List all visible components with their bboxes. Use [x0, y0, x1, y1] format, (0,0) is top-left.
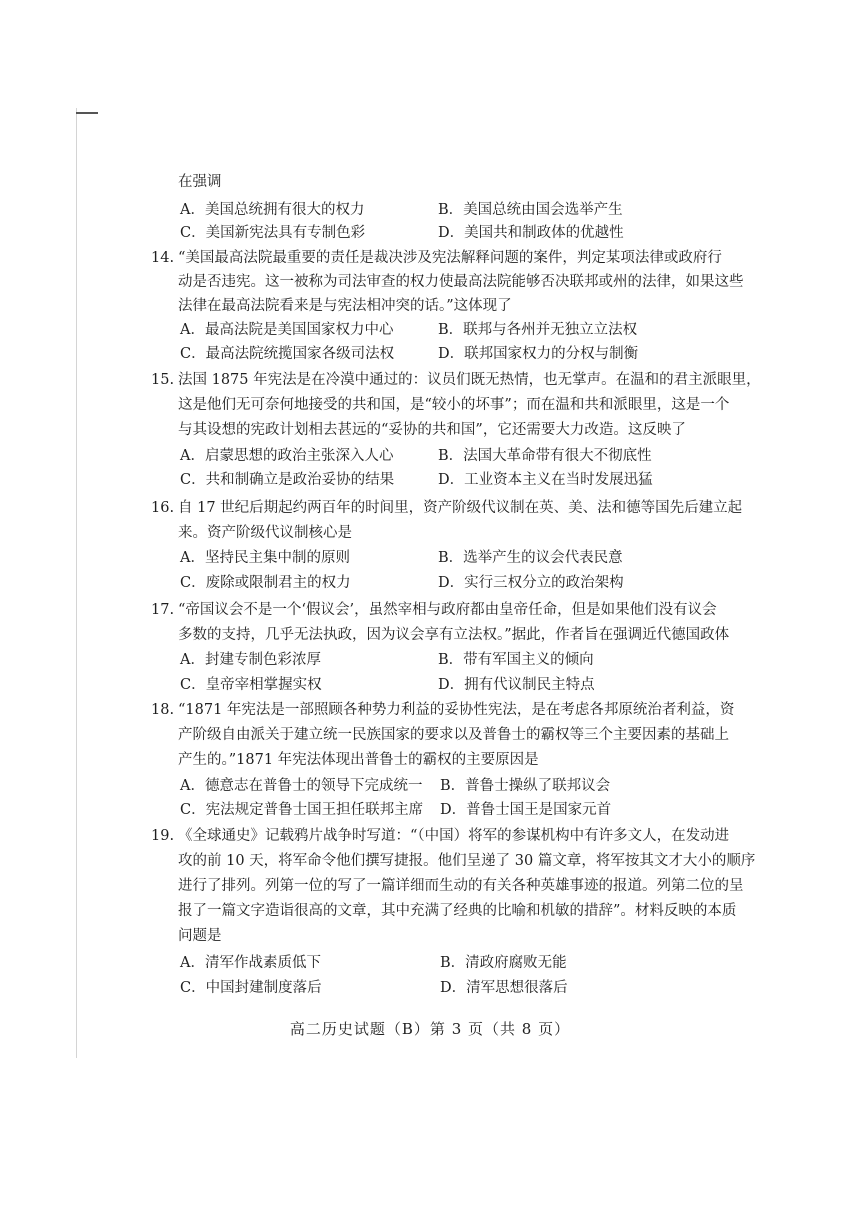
q16-option-d: D．实行三权分立的政治架构	[438, 575, 624, 591]
q15-stem-line: 与其设想的宪政计划相去甚远的“妥协的共和国”，它还需要大力改造。这反映了	[178, 422, 686, 438]
q19-stem-line: 问题是	[178, 928, 222, 944]
q17-stem-line: “帝国议会不是一个‘假议会’，虽然宰相与政府都由皇帝任命，但是如果他们没有议会	[178, 602, 717, 618]
q13-option-c: C．美国新宪法具有专制色彩	[180, 225, 366, 241]
q18-option-d: D．普鲁士国王是国家元首	[440, 802, 612, 818]
q18-option-a: A．德意志在普鲁士的领导下完成统一	[180, 778, 423, 794]
q17-option-a: A．封建专制色彩浓厚	[180, 652, 321, 668]
q15-option-c: C．共和制确立是政治妥协的结果	[180, 472, 395, 488]
q16-option-b: B．选举产生的议会代表民意	[438, 550, 623, 566]
q14-option-b: B．联邦与各州并无独立立法权	[438, 322, 638, 338]
q17-number: 17.	[151, 602, 175, 618]
q18-stem-line: 产阶级自由派关于建立统一民族国家的要求以及普鲁士的霸权等三个主要因素的基础上	[178, 727, 729, 743]
q15-stem-line: 这是他们无可奈何地接受的共和国，是“较小的坏事”；而在温和共和派眼里，这是一个	[178, 397, 730, 413]
q18-stem-line: 产生的。”1871 年宪法体现出普鲁士的霸权的主要原因是	[178, 752, 539, 768]
q15-stem-line: 法国 1875 年宪法是在冷漠中通过的：议员们既无热情，也无掌声。在温和的君主派眼里，	[178, 372, 761, 388]
q14-option-d: D．联邦国家权力的分权与制衡	[438, 346, 639, 362]
q15-option-b: B．法国大革命带有很大不彻底性	[438, 448, 652, 464]
q17-stem-line: 多数的支持，几乎无法执政，因为议会享有立法权。”据此，作者旨在强调近代德国政体	[178, 627, 730, 643]
q16-stem-line: 自 17 世纪后期起约两百年的时间里，资产阶级代议制在英、美、法和德等国先后建立起	[178, 500, 743, 516]
q13-option-b: B．美国总统由国会选举产生	[438, 202, 623, 218]
q19-stem-line: 《全球通史》记载鸦片战争时写道：“（中国）将军的参谋机构中有许多文人，在发动进	[178, 828, 730, 844]
q17-option-c: C．皇帝宰相掌握实权	[180, 677, 322, 693]
q14-option-a: A．最高法院是美国国家权力中心	[180, 322, 394, 338]
q19-stem-line: 报了一篇文字造诣很高的文章，其中充满了经典的比喻和机敏的措辞”。材料反映的本质	[178, 903, 737, 919]
q16-stem-line: 来。资产阶级代议制核心是	[178, 525, 352, 541]
q18-option-c: C．宪法规定普鲁士国王担任联邦主席	[180, 802, 424, 818]
q14-option-c: C．最高法院统揽国家各级司法权	[180, 346, 395, 362]
q15-number: 15.	[151, 372, 175, 388]
q14-stem-line: 法律在最高法院看来是与宪法相冲突的话。”这体现了	[178, 298, 512, 314]
q14-number: 14.	[151, 250, 175, 266]
page-footer: 高二历史试题（B）第 3 页（共 8 页）	[289, 1020, 571, 1038]
q19-option-a: A．清军作战素质低下	[180, 955, 321, 971]
q15-option-d: D．工业资本主义在当时发展迅猛	[438, 472, 653, 488]
q14-stem-line: 动是否违宪。这一被称为司法审查的权力使最高法院能够否决联邦或州的法律，如果这些	[178, 274, 744, 290]
q19-option-d: D．清军思想很落后	[440, 980, 568, 996]
q14-stem-line: “美国最高法院最重要的责任是裁决涉及宪法解释问题的案件，判定某项法律或政府行	[178, 250, 722, 266]
q18-stem-line: “1871 年宪法是一部照顾各种势力利益的妥协性宪法，是在考虑各邦原统治者利益，资	[178, 702, 735, 718]
q17-option-b: B．带有军国主义的倾向	[438, 652, 594, 668]
q19-option-c: C．中国封建制度落后	[180, 980, 322, 996]
q13-continuation: 在强调	[178, 174, 222, 190]
q13-option-d: D．美国共和制政体的优越性	[438, 225, 624, 241]
q16-option-c: C．废除或限制君主的权力	[180, 575, 351, 591]
q16-option-a: A．坚持民主集中制的原则	[180, 550, 350, 566]
q13-option-a: A．美国总统拥有很大的权力	[180, 202, 365, 218]
q19-stem-line: 攻的前 10 天，将军命令他们撰写捷报。他们呈递了 30 篇文章，将军按其文才大小的顺序	[178, 853, 756, 869]
q18-option-b: B．普鲁士操纵了联邦议会	[440, 778, 611, 794]
q19-number: 19.	[151, 828, 175, 844]
q17-option-d: D．拥有代议制民主特点	[438, 677, 595, 693]
q19-stem-line: 进行了排列。列第一位的写了一篇详细而生动的有关各种英雄事迹的报道。列第二位的呈	[178, 878, 744, 894]
q16-number: 16.	[151, 500, 175, 516]
q15-option-a: A．启蒙思想的政治主张深入人心	[180, 448, 394, 464]
q19-option-b: B．清政府腐败无能	[440, 955, 567, 971]
q18-number: 18.	[151, 702, 175, 718]
